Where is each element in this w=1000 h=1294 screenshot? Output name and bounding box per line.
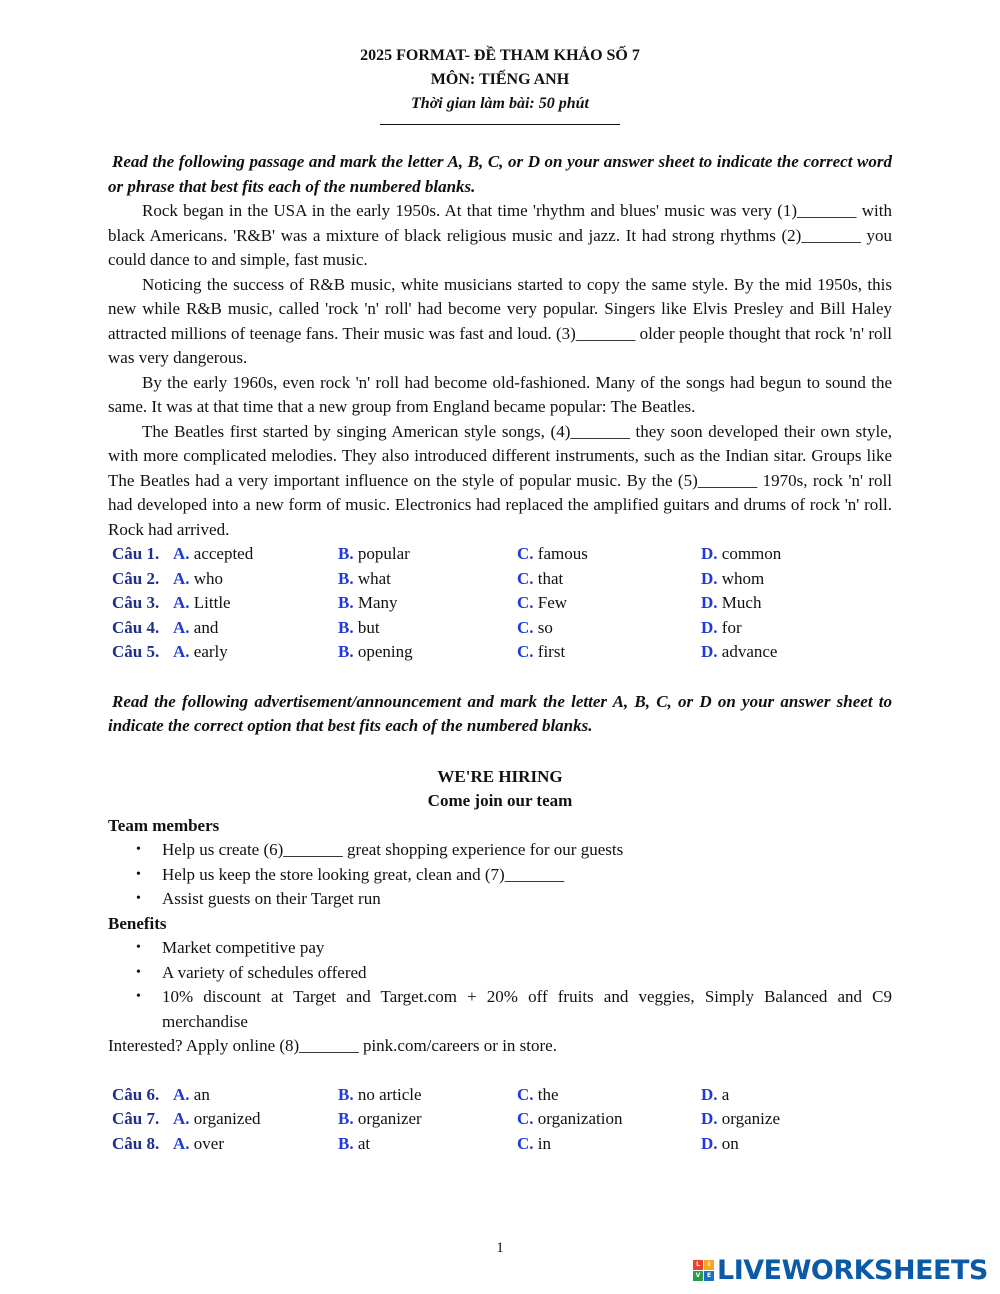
exam-subject: MÔN: TIẾNG ANH — [430, 71, 570, 88]
option-2b[interactable]: B. what — [338, 568, 391, 588]
liveworksheets-logo[interactable] — [693, 1256, 988, 1284]
bullet-icon: • — [136, 842, 141, 857]
list-item: • 10% discount at Target and Target.com + 20% off fruits and veggies, Simply Balanced and C9 merchandise — [136, 987, 892, 1031]
option-5a[interactable]: A. early — [173, 642, 228, 661]
option-3d[interactable]: D. Much — [701, 593, 762, 612]
list-item: • Assist guests on their Target run — [136, 887, 892, 912]
option-4b[interactable]: B. but — [338, 617, 380, 637]
ad-closing: Interested? Apply online (8)_______ pink.com/careers or in store. — [108, 1036, 557, 1055]
list-item: • Help us keep the store looking great, clean and (7)_______ — [136, 863, 892, 888]
exam-title: 2025 FORMAT- ĐỀ THAM KHẢO SỐ 7 — [360, 47, 640, 64]
list-item: • A variety of schedules offered — [136, 961, 892, 986]
question-row-2 — [108, 567, 892, 592]
option-5d[interactable]: D. advance — [701, 642, 778, 661]
list-item: • Help us create (6)_______ great shopping experience for our guests — [136, 838, 892, 863]
logo-text: LIVEWORKSHEETS — [717, 1254, 988, 1286]
option-6c[interactable]: C. the — [517, 1084, 559, 1104]
option-8d[interactable]: D. on — [701, 1133, 739, 1153]
option-6a[interactable]: A. an — [173, 1084, 210, 1104]
benefits-list — [136, 936, 892, 1034]
option-5c[interactable]: C. first — [517, 642, 566, 661]
question-row-7 — [108, 1107, 892, 1132]
option-1a[interactable]: A. accepted — [173, 544, 254, 563]
option-4d[interactable]: D. for — [701, 617, 742, 637]
option-4a[interactable]: A. and — [173, 617, 219, 637]
option-7b[interactable]: B. organizer — [338, 1109, 422, 1128]
question-row-3 — [108, 591, 892, 616]
document-header — [108, 44, 892, 125]
section1-instruction: Read the following passage and mark the letter A, B, C, or D on your answer sheet to indicate the correct word or phrase that best fits each of the numbered blanks. — [108, 152, 892, 196]
team-list — [136, 838, 892, 912]
option-2c[interactable]: C. that — [517, 568, 564, 588]
section2-instruction: Read the following advertisement/announcement and mark the letter A, B, C, or D on your answer sheet to indicate the correct option that best fits each of the numbered blanks. — [108, 691, 892, 735]
passage-paragraph-3: By the early 1960s, even rock 'n' roll had become old-fashioned. Many of the songs had begun to sound the same. It was at that time that a new group from England became popular: The Beatles. — [108, 372, 892, 416]
option-7a[interactable]: A. organized — [173, 1109, 261, 1128]
question-number: Câu 7. — [112, 1109, 160, 1128]
exam-time: Thời gian làm bài: 50 phút — [411, 95, 589, 112]
ad-subtitle: Come join our team — [427, 791, 573, 810]
page-number: 1 — [496, 1240, 504, 1256]
header-divider — [380, 124, 620, 125]
ad-title: WE'RE HIRING — [437, 766, 563, 786]
list-item: • Market competitive pay — [136, 936, 892, 961]
logo-blocks-icon — [693, 1260, 714, 1281]
bullet-icon: • — [136, 866, 141, 882]
option-3a[interactable]: A. Little — [173, 593, 231, 612]
question-row-8 — [108, 1132, 892, 1157]
logo-block: E — [704, 1271, 714, 1281]
option-8a[interactable]: A. over — [173, 1133, 224, 1153]
option-2a[interactable]: A. who — [173, 568, 224, 588]
question-number: Câu 4. — [112, 617, 160, 637]
benefits-heading: Benefits — [108, 913, 167, 933]
team-heading: Team members — [108, 815, 220, 835]
bullet-icon: • — [136, 989, 141, 1004]
question-row-4 — [108, 616, 892, 641]
section1-questions — [108, 542, 892, 665]
logo-block: V — [693, 1271, 703, 1281]
passage-paragraph-4: The Beatles first started by singing American style songs, (4)_______ they soon developed their own style, with more complicated melodies. They also introduced different instruments, such as the Indian sitar. Groups like The Beatles had a very important influence on the style of popular music. By the (5)_______ 1970s, rock 'n' roll had developed into a new form of music. Electronics had replaced the amplified guitars and drums of rock 'n' roll. Rock had arrived. — [108, 421, 892, 539]
option-7c[interactable]: C. organization — [517, 1109, 623, 1128]
question-number: Câu 1. — [112, 544, 160, 563]
question-number: Câu 5. — [112, 642, 160, 661]
option-6d[interactable]: D. a — [701, 1084, 730, 1104]
bullet-icon: • — [136, 940, 141, 955]
question-number: Câu 8. — [112, 1133, 160, 1153]
question-row-6 — [108, 1083, 892, 1108]
section2-questions — [108, 1083, 892, 1157]
option-8b[interactable]: B. at — [338, 1133, 371, 1153]
option-5b[interactable]: B. opening — [338, 642, 413, 661]
logo-block: L — [693, 1260, 703, 1270]
question-row-5 — [108, 640, 892, 665]
question-number: Câu 3. — [112, 593, 160, 612]
option-3c[interactable]: C. Few — [517, 593, 568, 612]
option-1c[interactable]: C. famous — [517, 544, 588, 563]
option-8c[interactable]: C. in — [517, 1133, 552, 1153]
option-2d[interactable]: D. whom — [701, 568, 765, 588]
worksheet-page — [108, 44, 892, 1156]
question-row-1 — [108, 542, 892, 567]
question-number: Câu 2. — [112, 568, 160, 588]
option-7d[interactable]: D. organize — [701, 1109, 780, 1128]
passage-paragraph-2: Noticing the success of R&B music, white musicians started to copy the same style. By the mid 1950s, this new while R&B music, called 'rock 'n' roll' had become very popular. Singers like Elvis Presley and Bill Haley attracted millions of teenage fans. Their music was fast and loud. (3)_______ older people thought that rock 'n' roll was very dangerous. — [108, 274, 892, 367]
logo-block: I — [704, 1260, 714, 1270]
bullet-icon: • — [136, 891, 141, 906]
option-1d[interactable]: D. common — [701, 544, 782, 563]
question-number: Câu 6. — [112, 1084, 160, 1104]
bullet-icon: • — [136, 964, 141, 980]
passage-paragraph-1: Rock began in the USA in the early 1950s. At that time 'rhythm and blues' music was very (1)_______ with black Americans. 'R&B' was a mixture of black religious music and jazz. It had strong rhythms (2)_______ you could dance to and simple, fast music. — [108, 201, 892, 269]
option-3b[interactable]: B. Many — [338, 593, 398, 612]
option-4c[interactable]: C. so — [517, 617, 553, 637]
option-1b[interactable]: B. popular — [338, 544, 410, 563]
option-6b[interactable]: B. no article — [338, 1084, 422, 1104]
